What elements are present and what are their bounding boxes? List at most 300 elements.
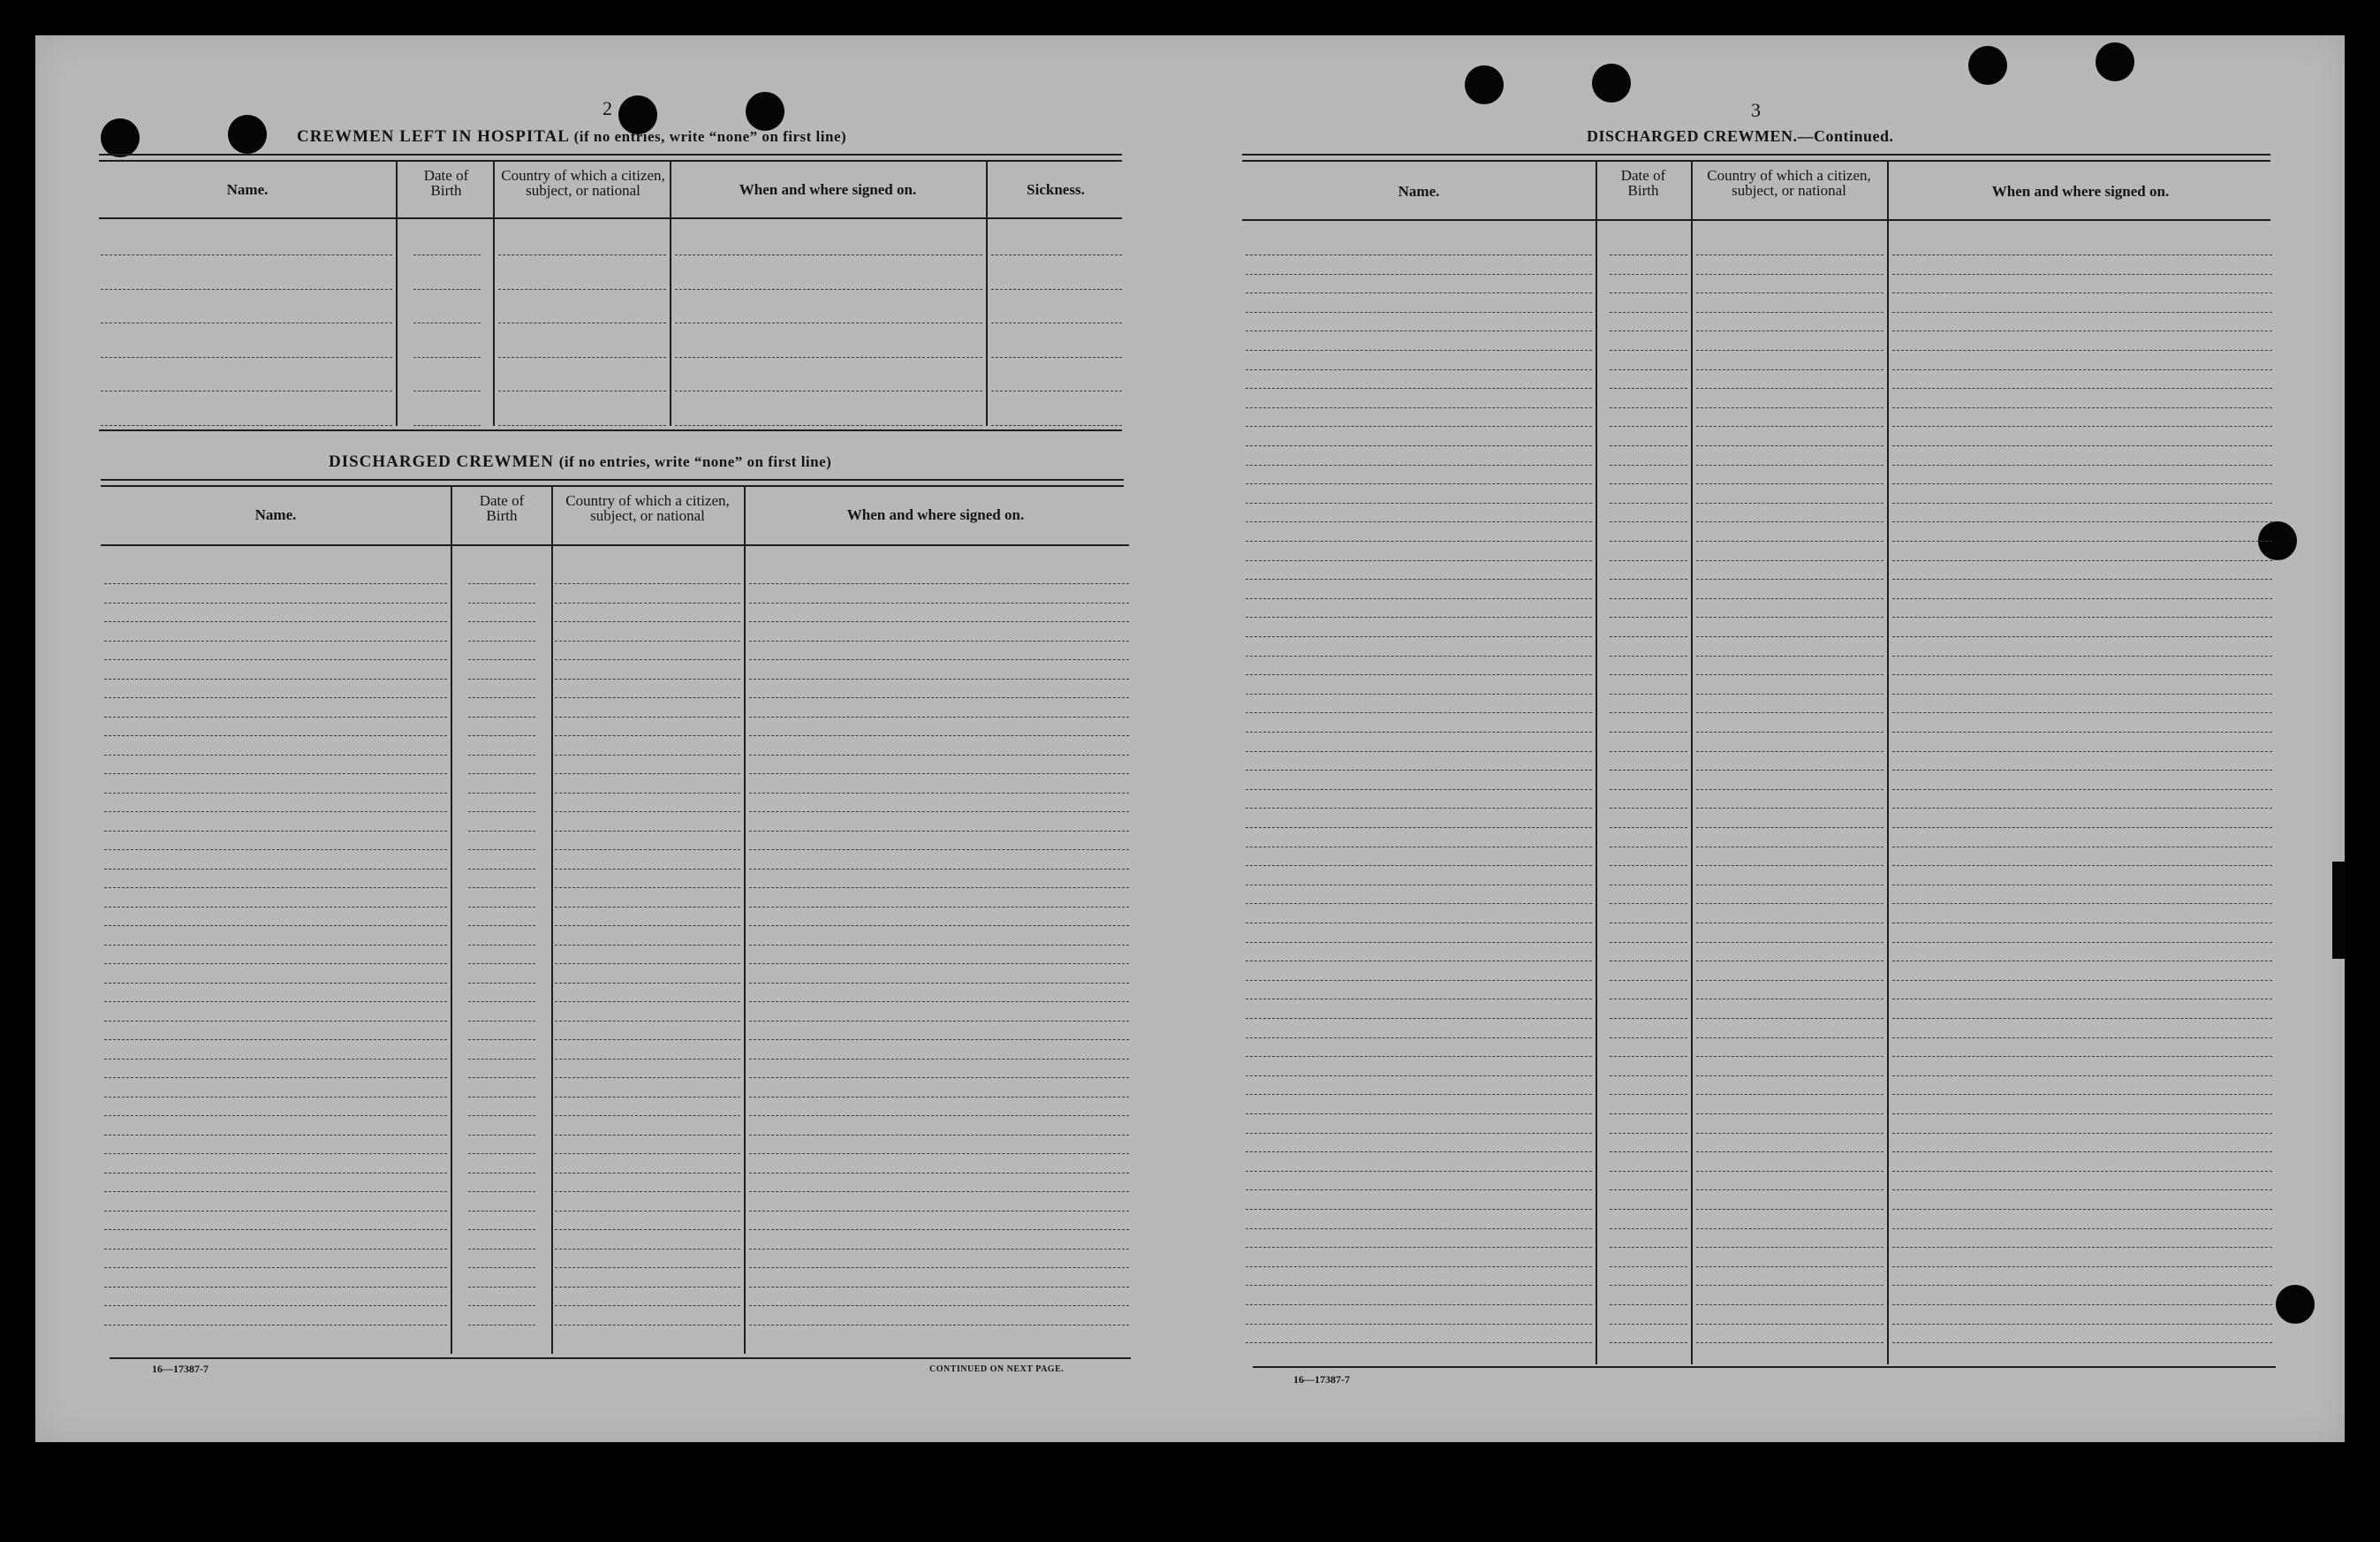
entry-line[interactable] xyxy=(1610,388,1687,389)
entry-line[interactable] xyxy=(1246,1324,1592,1325)
entry-line[interactable] xyxy=(1610,312,1687,313)
entry-line[interactable] xyxy=(1610,751,1687,752)
entry-line[interactable] xyxy=(555,1039,740,1040)
entry-line[interactable] xyxy=(1892,1324,2272,1325)
entry-line[interactable] xyxy=(1246,1228,1592,1229)
entry-line[interactable] xyxy=(1610,541,1687,542)
entry-line[interactable] xyxy=(1610,407,1687,408)
entry-line[interactable] xyxy=(1696,1209,1884,1210)
entry-line[interactable] xyxy=(104,1267,447,1268)
entry-line[interactable] xyxy=(1892,292,2272,293)
entry-line[interactable] xyxy=(468,641,535,642)
entry-line[interactable] xyxy=(1246,1075,1592,1076)
entry-line[interactable] xyxy=(555,659,740,660)
entry-line[interactable] xyxy=(1696,656,1884,657)
entry-line[interactable] xyxy=(749,1229,1129,1230)
entry-line[interactable] xyxy=(1696,1075,1884,1076)
entry-line[interactable] xyxy=(1246,712,1592,713)
entry-line[interactable] xyxy=(1892,1151,2272,1152)
entry-line[interactable] xyxy=(749,1305,1129,1306)
entry-line[interactable] xyxy=(749,1039,1129,1040)
entry-line[interactable] xyxy=(1696,980,1884,981)
entry-line[interactable] xyxy=(749,603,1129,604)
entry-line[interactable] xyxy=(1246,598,1592,599)
entry-line[interactable] xyxy=(468,659,535,660)
entry-line[interactable] xyxy=(1892,1228,2272,1229)
entry-line[interactable] xyxy=(1696,865,1884,866)
entry-line[interactable] xyxy=(675,289,982,290)
entry-line[interactable] xyxy=(104,1211,447,1212)
entry-line[interactable] xyxy=(749,1325,1129,1326)
entry-line[interactable] xyxy=(1610,1304,1687,1305)
entry-line[interactable] xyxy=(1610,1342,1687,1343)
entry-line[interactable] xyxy=(1696,274,1884,275)
entry-line[interactable] xyxy=(1696,560,1884,561)
entry-line[interactable] xyxy=(1610,1075,1687,1076)
entry-line[interactable] xyxy=(991,425,1122,426)
entry-line[interactable] xyxy=(1246,942,1592,943)
entry-line[interactable] xyxy=(1610,369,1687,370)
entry-line[interactable] xyxy=(498,357,666,358)
entry-line[interactable] xyxy=(468,1267,535,1268)
entry-line[interactable] xyxy=(104,1097,447,1098)
entry-line[interactable] xyxy=(1246,541,1592,542)
entry-line[interactable] xyxy=(468,1021,535,1022)
entry-line[interactable] xyxy=(104,811,447,812)
entry-line[interactable] xyxy=(749,755,1129,756)
entry-line[interactable] xyxy=(1610,465,1687,466)
entry-line[interactable] xyxy=(1892,1133,2272,1134)
entry-line[interactable] xyxy=(1892,656,2272,657)
entry-line[interactable] xyxy=(1246,1342,1592,1343)
entry-line[interactable] xyxy=(1246,560,1592,561)
entry-line[interactable] xyxy=(104,1173,447,1174)
entry-line[interactable] xyxy=(104,907,447,908)
entry-line[interactable] xyxy=(468,811,535,812)
entry-line[interactable] xyxy=(1892,712,2272,713)
entry-line[interactable] xyxy=(749,1001,1129,1002)
entry-line[interactable] xyxy=(413,357,481,358)
entry-line[interactable] xyxy=(104,697,447,698)
entry-line[interactable] xyxy=(1696,827,1884,828)
entry-line[interactable] xyxy=(104,679,447,680)
entry-line[interactable] xyxy=(1610,1266,1687,1267)
entry-line[interactable] xyxy=(1892,426,2272,427)
entry-line[interactable] xyxy=(468,583,535,584)
entry-line[interactable] xyxy=(1696,1056,1884,1057)
entry-line[interactable] xyxy=(498,425,666,426)
entry-line[interactable] xyxy=(749,869,1129,870)
entry-line[interactable] xyxy=(468,1059,535,1060)
entry-line[interactable] xyxy=(1892,1209,2272,1210)
entry-line[interactable] xyxy=(555,811,740,812)
entry-line[interactable] xyxy=(104,963,447,964)
entry-line[interactable] xyxy=(1696,1133,1884,1134)
entry-line[interactable] xyxy=(1892,369,2272,370)
entry-line[interactable] xyxy=(1696,903,1884,904)
entry-line[interactable] xyxy=(1696,1342,1884,1343)
entry-line[interactable] xyxy=(104,1287,447,1288)
entry-line[interactable] xyxy=(1246,579,1592,580)
entry-line[interactable] xyxy=(1610,1151,1687,1152)
entry-line[interactable] xyxy=(1892,808,2272,809)
entry-line[interactable] xyxy=(468,1173,535,1174)
entry-line[interactable] xyxy=(749,945,1129,946)
entry-line[interactable] xyxy=(1610,598,1687,599)
entry-line[interactable] xyxy=(468,1039,535,1040)
entry-line[interactable] xyxy=(1610,1324,1687,1325)
entry-line[interactable] xyxy=(1892,598,2272,599)
entry-line[interactable] xyxy=(1696,1324,1884,1325)
entry-line[interactable] xyxy=(468,907,535,908)
entry-line[interactable] xyxy=(104,603,447,604)
entry-line[interactable] xyxy=(104,735,447,736)
entry-line[interactable] xyxy=(104,1229,447,1230)
entry-line[interactable] xyxy=(1246,808,1592,809)
entry-line[interactable] xyxy=(468,717,535,718)
entry-line[interactable] xyxy=(1696,1266,1884,1267)
entry-line[interactable] xyxy=(749,849,1129,850)
entry-line[interactable] xyxy=(555,679,740,680)
entry-line[interactable] xyxy=(1892,330,2272,331)
entry-line[interactable] xyxy=(749,1097,1129,1098)
entry-line[interactable] xyxy=(675,425,982,426)
entry-line[interactable] xyxy=(1696,1171,1884,1172)
entry-line[interactable] xyxy=(1246,483,1592,484)
entry-line[interactable] xyxy=(749,641,1129,642)
entry-line[interactable] xyxy=(1892,827,2272,828)
entry-line[interactable] xyxy=(1246,369,1592,370)
entry-line[interactable] xyxy=(555,887,740,888)
entry-line[interactable] xyxy=(555,1249,740,1250)
entry-line[interactable] xyxy=(1892,1189,2272,1190)
entry-line[interactable] xyxy=(749,621,1129,622)
entry-line[interactable] xyxy=(555,1021,740,1022)
entry-line[interactable] xyxy=(498,254,666,255)
entry-line[interactable] xyxy=(1610,426,1687,427)
entry-line[interactable] xyxy=(468,603,535,604)
entry-line[interactable] xyxy=(104,717,447,718)
entry-line[interactable] xyxy=(749,983,1129,984)
entry-line[interactable] xyxy=(468,887,535,888)
entry-line[interactable] xyxy=(555,1211,740,1212)
entry-line[interactable] xyxy=(1696,942,1884,943)
entry-line[interactable] xyxy=(1246,770,1592,771)
entry-line[interactable] xyxy=(104,925,447,926)
entry-line[interactable] xyxy=(555,1191,740,1192)
entry-line[interactable] xyxy=(675,254,982,255)
entry-line[interactable] xyxy=(749,1021,1129,1022)
entry-line[interactable] xyxy=(749,717,1129,718)
entry-line[interactable] xyxy=(1246,1189,1592,1190)
entry-line[interactable] xyxy=(1610,903,1687,904)
entry-line[interactable] xyxy=(555,603,740,604)
entry-line[interactable] xyxy=(1246,312,1592,313)
entry-line[interactable] xyxy=(1246,330,1592,331)
entry-line[interactable] xyxy=(1246,465,1592,466)
entry-line[interactable] xyxy=(101,425,392,426)
entry-line[interactable] xyxy=(555,793,740,794)
entry-line[interactable] xyxy=(1696,1151,1884,1152)
entry-line[interactable] xyxy=(1610,808,1687,809)
entry-line[interactable] xyxy=(749,1173,1129,1174)
entry-line[interactable] xyxy=(1610,1171,1687,1172)
entry-line[interactable] xyxy=(1246,636,1592,637)
entry-line[interactable] xyxy=(749,831,1129,832)
entry-line[interactable] xyxy=(1892,254,2272,255)
entry-line[interactable] xyxy=(1696,521,1884,522)
entry-line[interactable] xyxy=(468,793,535,794)
entry-line[interactable] xyxy=(104,1325,447,1326)
entry-line[interactable] xyxy=(1246,694,1592,695)
entry-line[interactable] xyxy=(555,1097,740,1098)
entry-line[interactable] xyxy=(555,1229,740,1230)
entry-line[interactable] xyxy=(1696,330,1884,331)
entry-line[interactable] xyxy=(1696,1018,1884,1019)
entry-line[interactable] xyxy=(1246,388,1592,389)
entry-line[interactable] xyxy=(1696,1304,1884,1305)
entry-line[interactable] xyxy=(1610,770,1687,771)
entry-line[interactable] xyxy=(1892,674,2272,675)
entry-line[interactable] xyxy=(1610,1037,1687,1038)
entry-line[interactable] xyxy=(1246,274,1592,275)
entry-line[interactable] xyxy=(1610,694,1687,695)
entry-line[interactable] xyxy=(1246,903,1592,904)
entry-line[interactable] xyxy=(1892,789,2272,790)
entry-line[interactable] xyxy=(555,1135,740,1136)
entry-line[interactable] xyxy=(555,963,740,964)
entry-line[interactable] xyxy=(468,963,535,964)
entry-line[interactable] xyxy=(555,1325,740,1326)
entry-line[interactable] xyxy=(1892,732,2272,733)
entry-line[interactable] xyxy=(1892,541,2272,542)
entry-line[interactable] xyxy=(104,1021,447,1022)
entry-line[interactable] xyxy=(1246,1171,1592,1172)
entry-line[interactable] xyxy=(468,849,535,850)
entry-line[interactable] xyxy=(1610,865,1687,866)
entry-line[interactable] xyxy=(1246,445,1592,446)
entry-line[interactable] xyxy=(468,925,535,926)
entry-line[interactable] xyxy=(468,831,535,832)
entry-line[interactable] xyxy=(555,735,740,736)
entry-line[interactable] xyxy=(104,945,447,946)
entry-line[interactable] xyxy=(749,583,1129,584)
entry-line[interactable] xyxy=(468,1249,535,1250)
entry-line[interactable] xyxy=(1892,1171,2272,1172)
entry-line[interactable] xyxy=(1246,1266,1592,1267)
entry-line[interactable] xyxy=(104,773,447,774)
entry-line[interactable] xyxy=(1610,579,1687,580)
entry-line[interactable] xyxy=(1892,617,2272,618)
entry-line[interactable] xyxy=(1610,445,1687,446)
entry-line[interactable] xyxy=(468,1001,535,1002)
entry-line[interactable] xyxy=(1610,292,1687,293)
entry-line[interactable] xyxy=(991,254,1122,255)
entry-line[interactable] xyxy=(555,925,740,926)
entry-line[interactable] xyxy=(1696,1189,1884,1190)
entry-line[interactable] xyxy=(1696,712,1884,713)
entry-line[interactable] xyxy=(555,869,740,870)
entry-line[interactable] xyxy=(1696,617,1884,618)
entry-line[interactable] xyxy=(468,679,535,680)
entry-line[interactable] xyxy=(1892,483,2272,484)
entry-line[interactable] xyxy=(1892,560,2272,561)
entry-line[interactable] xyxy=(104,1001,447,1002)
entry-line[interactable] xyxy=(104,1039,447,1040)
entry-line[interactable] xyxy=(1696,674,1884,675)
entry-line[interactable] xyxy=(749,887,1129,888)
entry-line[interactable] xyxy=(555,773,740,774)
entry-line[interactable] xyxy=(1610,274,1687,275)
entry-line[interactable] xyxy=(1892,980,2272,981)
entry-line[interactable] xyxy=(1892,521,2272,522)
entry-line[interactable] xyxy=(1892,465,2272,466)
entry-line[interactable] xyxy=(1610,350,1687,351)
entry-line[interactable] xyxy=(104,659,447,660)
entry-line[interactable] xyxy=(555,583,740,584)
entry-line[interactable] xyxy=(1696,292,1884,293)
entry-line[interactable] xyxy=(104,1249,447,1250)
entry-line[interactable] xyxy=(1892,1285,2272,1286)
entry-line[interactable] xyxy=(749,1267,1129,1268)
entry-line[interactable] xyxy=(555,1153,740,1154)
entry-line[interactable] xyxy=(749,1191,1129,1192)
entry-line[interactable] xyxy=(104,1153,447,1154)
entry-line[interactable] xyxy=(1892,1018,2272,1019)
entry-line[interactable] xyxy=(1246,827,1592,828)
entry-line[interactable] xyxy=(555,849,740,850)
entry-line[interactable] xyxy=(749,793,1129,794)
entry-line[interactable] xyxy=(749,811,1129,812)
entry-line[interactable] xyxy=(1696,445,1884,446)
entry-line[interactable] xyxy=(1892,1094,2272,1095)
entry-line[interactable] xyxy=(468,945,535,946)
entry-line[interactable] xyxy=(1246,980,1592,981)
entry-line[interactable] xyxy=(749,1115,1129,1116)
entry-line[interactable] xyxy=(555,1173,740,1174)
entry-line[interactable] xyxy=(1892,1113,2272,1114)
entry-line[interactable] xyxy=(1892,1304,2272,1305)
entry-line[interactable] xyxy=(1610,1056,1687,1057)
entry-line[interactable] xyxy=(468,1287,535,1288)
entry-line[interactable] xyxy=(1610,656,1687,657)
entry-line[interactable] xyxy=(104,1115,447,1116)
entry-line[interactable] xyxy=(555,983,740,984)
entry-line[interactable] xyxy=(1892,312,2272,313)
entry-line[interactable] xyxy=(1696,1094,1884,1095)
entry-line[interactable] xyxy=(1892,636,2272,637)
entry-line[interactable] xyxy=(1610,980,1687,981)
entry-line[interactable] xyxy=(1696,636,1884,637)
entry-line[interactable] xyxy=(1696,1247,1884,1248)
entry-line[interactable] xyxy=(468,1325,535,1326)
entry-line[interactable] xyxy=(1696,254,1884,255)
entry-line[interactable] xyxy=(1246,1018,1592,1019)
entry-line[interactable] xyxy=(1610,521,1687,522)
entry-line[interactable] xyxy=(1696,541,1884,542)
entry-line[interactable] xyxy=(555,1059,740,1060)
entry-line[interactable] xyxy=(468,697,535,698)
entry-line[interactable] xyxy=(1610,789,1687,790)
entry-line[interactable] xyxy=(1246,751,1592,752)
entry-line[interactable] xyxy=(1246,1056,1592,1057)
entry-line[interactable] xyxy=(1696,1228,1884,1229)
entry-line[interactable] xyxy=(468,1097,535,1098)
entry-line[interactable] xyxy=(1892,751,2272,752)
entry-line[interactable] xyxy=(1696,350,1884,351)
entry-line[interactable] xyxy=(675,357,982,358)
entry-line[interactable] xyxy=(1610,254,1687,255)
entry-line[interactable] xyxy=(104,983,447,984)
entry-line[interactable] xyxy=(104,1135,447,1136)
entry-line[interactable] xyxy=(468,1135,535,1136)
entry-line[interactable] xyxy=(749,679,1129,680)
entry-line[interactable] xyxy=(1892,388,2272,389)
entry-line[interactable] xyxy=(1610,617,1687,618)
entry-line[interactable] xyxy=(468,1077,535,1078)
entry-line[interactable] xyxy=(1892,1266,2272,1267)
entry-line[interactable] xyxy=(1610,1247,1687,1248)
entry-line[interactable] xyxy=(1610,560,1687,561)
entry-line[interactable] xyxy=(1610,942,1687,943)
entry-line[interactable] xyxy=(1610,636,1687,637)
entry-line[interactable] xyxy=(1246,521,1592,522)
entry-line[interactable] xyxy=(1246,1285,1592,1286)
entry-line[interactable] xyxy=(1696,789,1884,790)
entry-line[interactable] xyxy=(1892,503,2272,504)
entry-line[interactable] xyxy=(104,1191,447,1192)
entry-line[interactable] xyxy=(555,621,740,622)
entry-line[interactable] xyxy=(1696,483,1884,484)
entry-line[interactable] xyxy=(101,254,392,255)
entry-line[interactable] xyxy=(749,907,1129,908)
entry-line[interactable] xyxy=(1246,1247,1592,1248)
entry-line[interactable] xyxy=(1610,503,1687,504)
entry-line[interactable] xyxy=(104,621,447,622)
entry-line[interactable] xyxy=(468,735,535,736)
entry-line[interactable] xyxy=(104,755,447,756)
entry-line[interactable] xyxy=(1892,350,2272,351)
entry-line[interactable] xyxy=(413,289,481,290)
entry-line[interactable] xyxy=(468,1153,535,1154)
entry-line[interactable] xyxy=(101,357,392,358)
entry-line[interactable] xyxy=(1610,1209,1687,1210)
entry-line[interactable] xyxy=(1246,865,1592,866)
entry-line[interactable] xyxy=(1696,1113,1884,1114)
entry-line[interactable] xyxy=(555,831,740,832)
entry-line[interactable] xyxy=(1246,1094,1592,1095)
entry-line[interactable] xyxy=(1610,1113,1687,1114)
entry-line[interactable] xyxy=(1696,598,1884,599)
entry-line[interactable] xyxy=(1696,694,1884,695)
entry-line[interactable] xyxy=(555,717,740,718)
entry-line[interactable] xyxy=(468,755,535,756)
entry-line[interactable] xyxy=(1696,407,1884,408)
entry-line[interactable] xyxy=(1246,1133,1592,1134)
entry-line[interactable] xyxy=(1892,1342,2272,1343)
entry-line[interactable] xyxy=(1696,732,1884,733)
entry-line[interactable] xyxy=(749,925,1129,926)
entry-line[interactable] xyxy=(104,887,447,888)
entry-line[interactable] xyxy=(468,1305,535,1306)
entry-line[interactable] xyxy=(1610,827,1687,828)
entry-line[interactable] xyxy=(1892,865,2272,866)
entry-line[interactable] xyxy=(468,621,535,622)
entry-line[interactable] xyxy=(1892,694,2272,695)
entry-line[interactable] xyxy=(1610,330,1687,331)
entry-line[interactable] xyxy=(1246,407,1592,408)
entry-line[interactable] xyxy=(468,1211,535,1212)
